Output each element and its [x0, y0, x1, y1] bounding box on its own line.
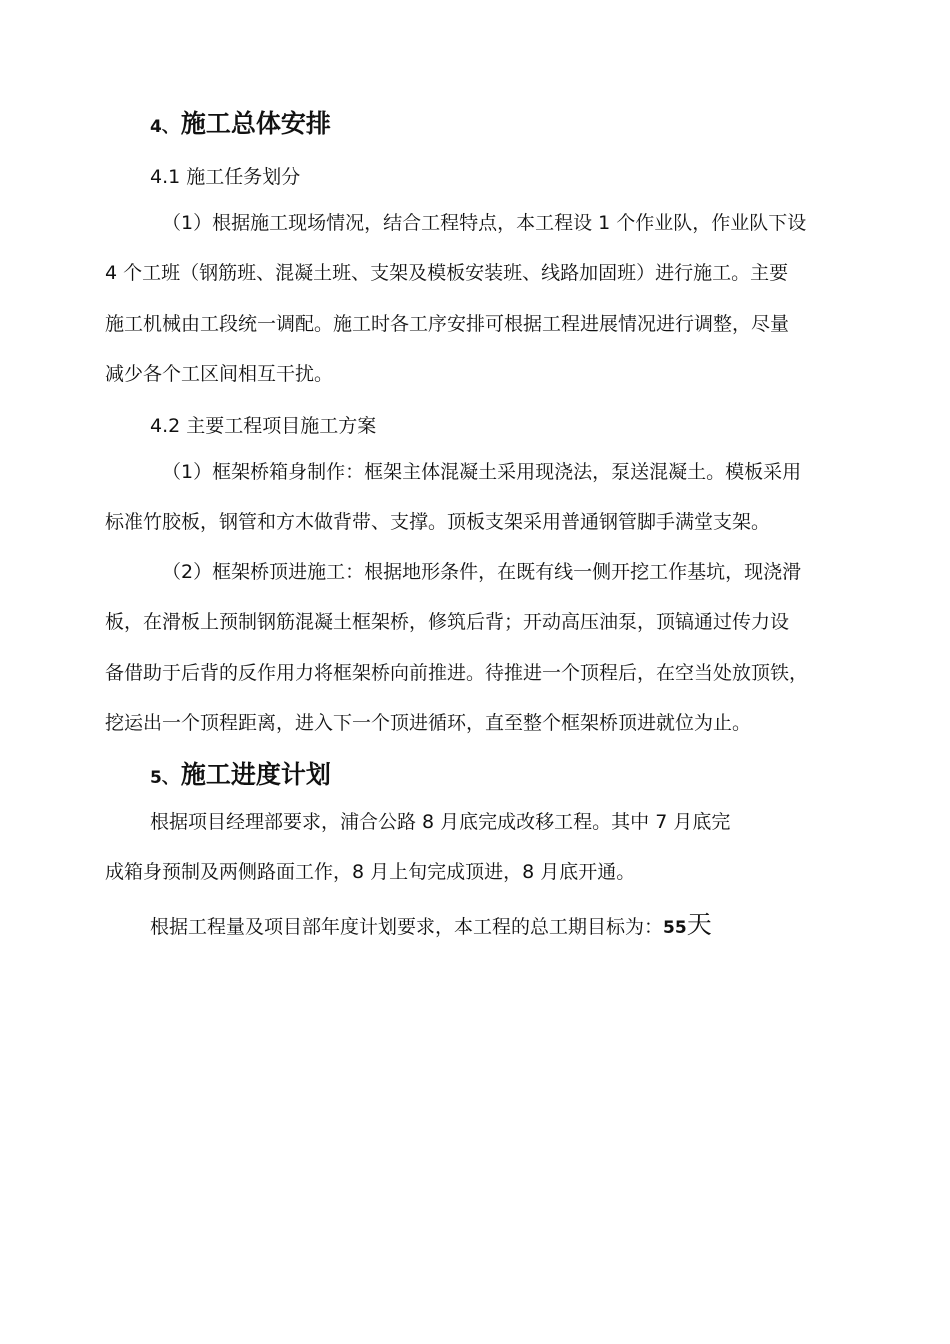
paragraph-line: 根据项目经理部要求，浦合公路 8 月底完成改移工程。其中 7 月底完 — [150, 811, 731, 833]
paragraph-line: 施工机械由工段统一调配。施工时各工序安排可根据工程进展情况进行调整，尽量 — [105, 312, 790, 335]
section-4-number: 4、 — [150, 117, 179, 137]
duration-value: 55 — [663, 918, 687, 938]
paragraph-4-2-a — [105, 447, 801, 548]
section-5-heading — [150, 755, 331, 791]
section-4-heading — [150, 104, 331, 140]
paragraph-line: 成箱身预制及两侧路面工作，8 月上旬完成顶进，8 月底开通。 — [105, 861, 636, 884]
paragraph-5-a — [105, 797, 730, 898]
section-4-title: 施工总体安排 — [180, 109, 331, 138]
paragraph-line: 减少各个工区间相互干扰。 — [105, 362, 334, 385]
subsection-4-1-title: 4.1 施工任务划分 — [150, 166, 301, 188]
duration-unit: 天 — [686, 910, 712, 939]
paragraph-line: （1）根据施工现场情况，结合工程特点，本工程设 1 个作业队，作业队下设 — [162, 212, 807, 234]
subsection-4-2-title: 4.2 主要工程项目施工方案 — [150, 415, 377, 437]
paragraph-5-b — [150, 900, 712, 953]
paragraph-line: 备借助于后背的反作用力将框架桥向前推进。待推进一个顶程后，在空当处放顶铁， — [105, 661, 809, 684]
paragraph-4-1 — [105, 198, 806, 399]
paragraph-4-2-b — [105, 547, 808, 748]
paragraph-line: （2）框架桥顶进施工：根据地形条件，在既有线一侧开挖工作基坑，现浇滑 — [162, 561, 802, 583]
section-5-title: 施工进度计划 — [180, 760, 331, 789]
paragraph-line: 板，在滑板上预制钢筋混凝土框架桥，修筑后背；开动高压油泵，顶镐通过传力设 — [105, 611, 790, 634]
section-5-number: 5、 — [150, 768, 179, 788]
paragraph-line: 标准竹胶板，钢管和方木做背带、支撑。顶板支架采用普通钢管脚手满堂支架。 — [105, 511, 771, 534]
paragraph-line: 挖运出一个顶程距离，进入下一个顶进循环，直至整个框架桥顶进就位为止。 — [105, 711, 752, 734]
paragraph-line: 4 个工班（钢筋班、混凝土班、支架及模板安装班、线路加固班）进行施工。主要 — [105, 262, 789, 285]
paragraph-line: （1）框架桥箱身制作：框架主体混凝土采用现浇法，泵送混凝土。模板采用 — [162, 461, 802, 483]
duration-text: 根据工程量及项目部年度计划要求，本工程的总工期目标为： — [150, 916, 664, 938]
